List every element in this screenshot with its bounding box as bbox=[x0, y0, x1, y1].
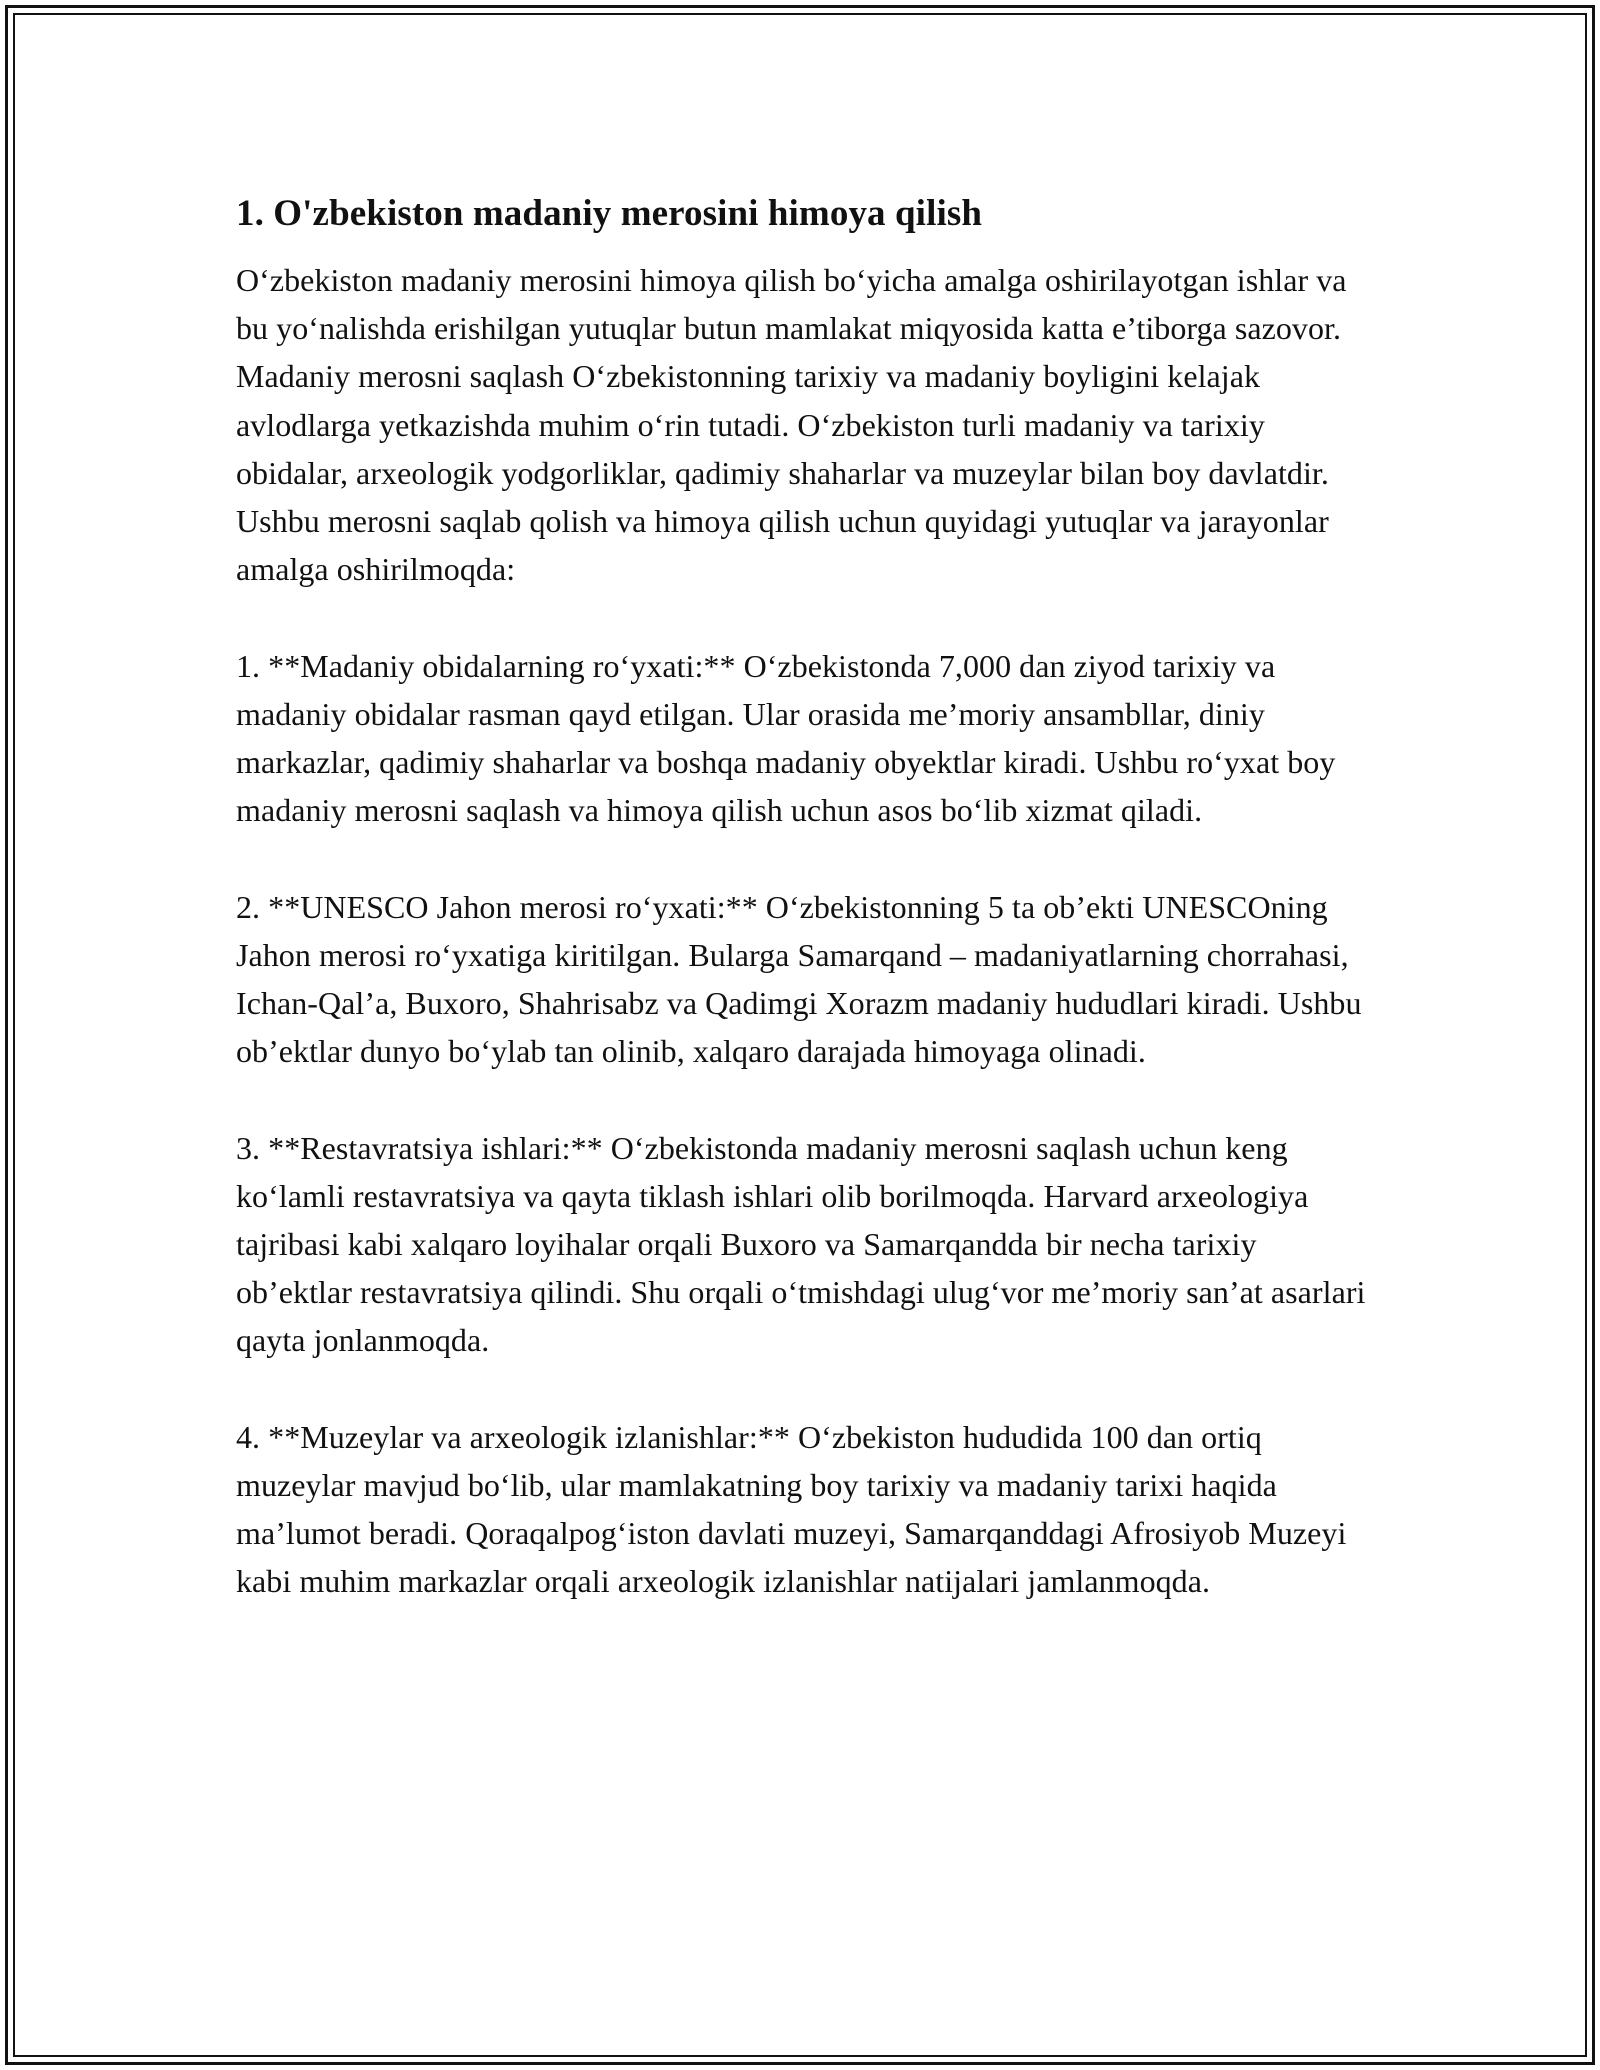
paragraph-gap bbox=[236, 593, 1376, 641]
intro-paragraph: O‘zbekiston madaniy merosini himoya qilish bo‘yicha amalga oshirilayotgan ishlar va bu yo‘nalishda erishilgan yutuqlar butun mamlakat miqyosida katta e’tiborga sazovor. Madaniy merosni saqlash O‘zbekistonning tarixiy va madaniy boyligini kelajak avlodlarga yetkazishda muhim o‘rin tutadi. O‘zbekiston turli madaniy va tarixiy obidalar, arxeologik yodgorliklar, qadimiy shaharlar va muzeylar bilan boy davlatdir. Ushbu merosni saqlab qolish va himoya qilish uchun quyidagi yutuqlar va jarayonlar amalga oshirilmoqda: bbox=[236, 262, 1347, 588]
list-item-4: 4. **Muzeylar va arxeologik izlanishlar:** O‘zbekiston hududida 100 dan ortiq muzeylar mavjud bo‘lib, ular mamlakatning boy tarixiy va madaniy tarixi haqida ma’lumot beradi. Qoraqalpog‘iston davlati muzeyi, Samarqanddagi Afrosiyob Muzeyi kabi muhim markazlar orqali arxeologik izlanishlar natijalari jamlanmoqda. bbox=[236, 1418, 1347, 1600]
paragraph-gap bbox=[236, 1075, 1376, 1123]
document-body bbox=[236, 188, 1376, 1606]
list-item-2: 2. **UNESCO Jahon merosi ro‘yxati:** O‘zbekistonning 5 ta ob’ekti UNESCOning Jahon merosi ro‘yxatiga kiritilgan. Bularga Samarqand – madaniyatlarning chorrahasi, Ichan-Qal’a, Buxoro, Shahrisabz va Qadimgi Xorazm madaniy hududlari kiradi. Ushbu ob’ektlar dunyo bo‘ylab tan olinib, xalqaro darajada himoyaga olinadi. bbox=[236, 888, 1362, 1070]
list-item-3: 3. **Restavratsiya ishlari:** O‘zbekistonda madaniy merosni saqlash uchun keng ko‘lamli restavratsiya va qayta tiklash ishlari olib borilmoqda. Harvard arxeologiya tajribasi kabi xalqaro loyihalar orqali Buxoro va Samarqandda bir necha tarixiy ob’ektlar restavratsiya qilindi. Shu orqali o‘tmishdagi ulug‘vor me’moriy san’at asarlari qayta jonlanmoqda. bbox=[236, 1129, 1366, 1359]
paragraph-gap bbox=[236, 834, 1376, 882]
document-title: 1. O'zbekiston madaniy merosini himoya qilish bbox=[236, 193, 982, 234]
paragraph-gap bbox=[236, 1365, 1376, 1413]
list-item-1: 1. **Madaniy obidalarning ro‘yxati:** O‘zbekistonda 7,000 dan ziyod tarixiy va madaniy obidalar rasman qayd etilgan. Ular orasida me’moriy ansambllar, diniy markazlar, qadimiy shaharlar va boshqa madaniy obyektlar kiradi. Ushbu ro‘yxat boy madaniy merosni saqlash va himoya qilish uchun asos bo‘lib xizmat qiladi. bbox=[236, 647, 1336, 829]
